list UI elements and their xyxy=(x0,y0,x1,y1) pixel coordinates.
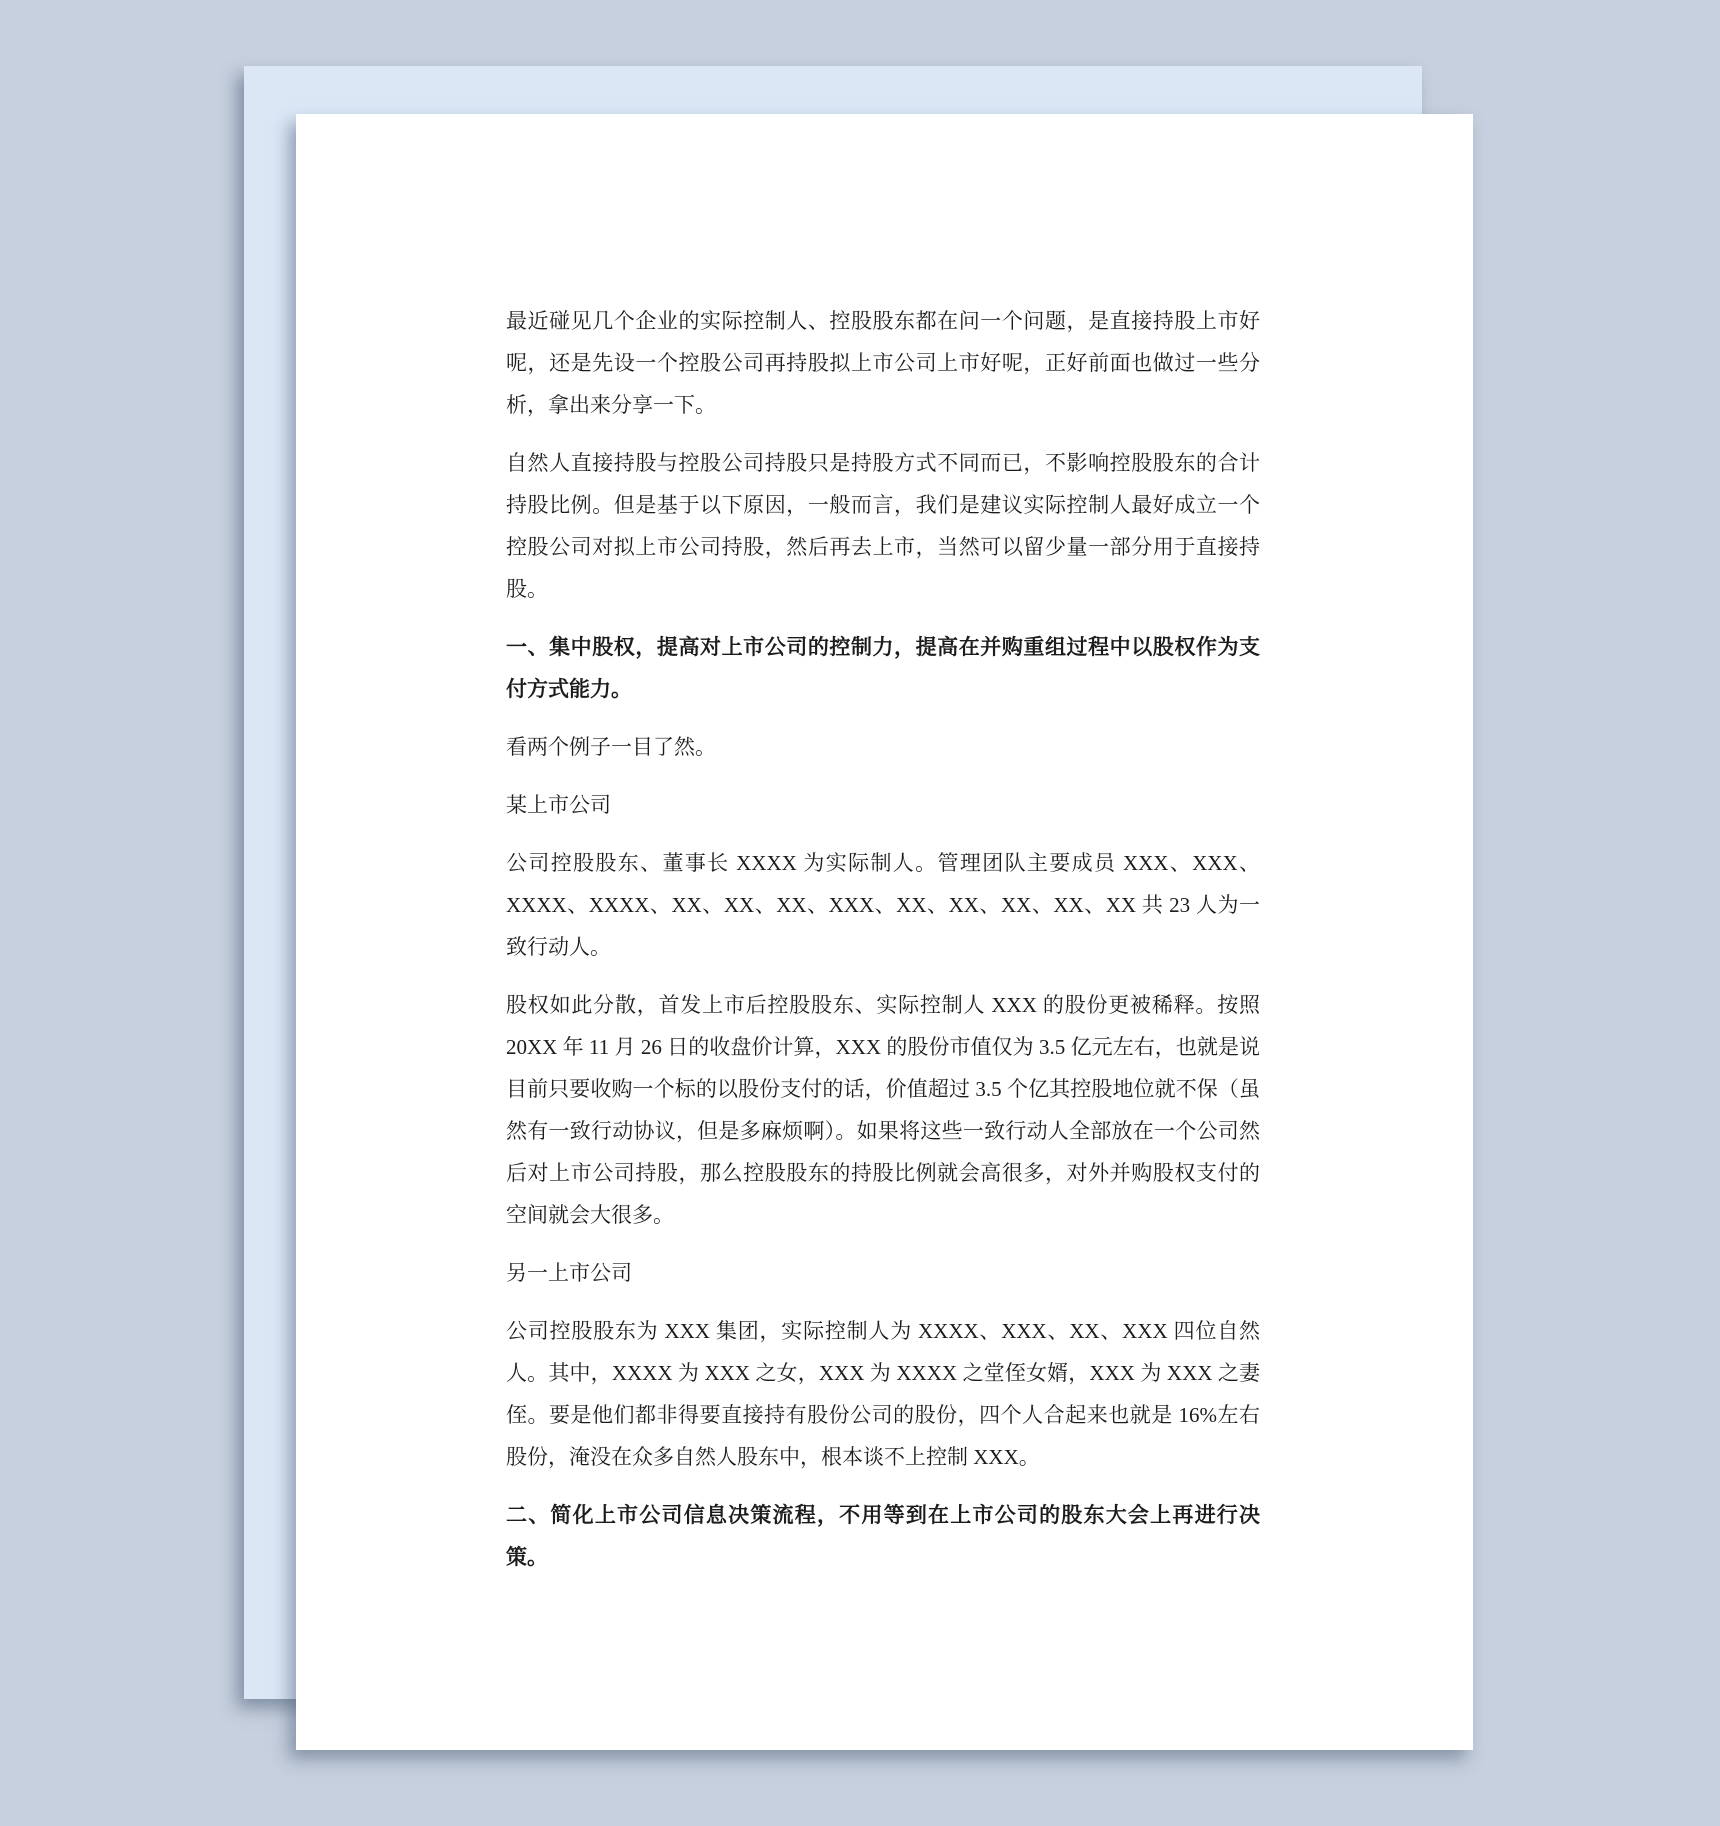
body-paragraph: 某上市公司 xyxy=(506,793,611,817)
heading-paragraph: 二、简化上市公司信息决策流程，不用等到在上市公司的股东大会上再进行决策。 xyxy=(506,1503,1260,1569)
body-paragraph: 公司控股股东为 XXX 集团，实际控制人为 XXXX、XXX、XX、XXX 四位自然人。其中，XXXX 为 XXX 之女，XXX 为 XXXX 之堂侄女婿，XXX 为 XXX 之妻侄。要是他们都非得要直接持有股份公司的股份，四个人合起来也就是 16%左右股份，淹没在众多自然人股东中，根本谈不上控制 XXX。 xyxy=(506,1319,1260,1469)
body-paragraph: 股权如此分散，首发上市后控股股东、实际控制人 XXX 的股份更被稀释。按照 20XX 年 11 月 26 日的收盘价计算，XXX 的股份市值仅为 3.5 亿元左右，也就是说目前只要收购一个标的以股份支付的话，价值超过 3.5 个亿其控股地位就不保（虽然有一致行动协议，但是多麻烦啊）。如果将这些一致行动人全部放在一个公司然后对上市公司持股，那么控股股东的持股比例就会高很多，对外并购股权支付的空间就会大很多。 xyxy=(506,993,1260,1227)
document-body xyxy=(506,300,1260,1578)
body-paragraph: 公司控股股东、董事长 XXXX 为实际制人。管理团队主要成员 XXX、XXX、XXXX、XXXX、XX、XX、XX、XXX、XX、XX、XX、XX、XX 共 23 人为一致行动人。 xyxy=(506,851,1260,959)
heading-paragraph: 一、集中股权，提高对上市公司的控制力，提高在并购重组过程中以股权作为支付方式能力。 xyxy=(506,635,1260,701)
document-page xyxy=(296,114,1473,1750)
body-paragraph: 另一上市公司 xyxy=(506,1261,632,1285)
body-paragraph: 看两个例子一目了然。 xyxy=(506,735,716,759)
body-paragraph: 最近碰见几个企业的实际控制人、控股股东都在问一个问题，是直接持股上市好呢，还是先设一个控股公司再持股拟上市公司上市好呢，正好前面也做过一些分析，拿出来分享一下。 xyxy=(506,309,1260,417)
body-paragraph: 自然人直接持股与控股公司持股只是持股方式不同而已，不影响控股股东的合计持股比例。但是基于以下原因，一般而言，我们是建议实际控制人最好成立一个控股公司对拟上市公司持股，然后再去上市，当然可以留少量一部分用于直接持股。 xyxy=(506,451,1260,601)
